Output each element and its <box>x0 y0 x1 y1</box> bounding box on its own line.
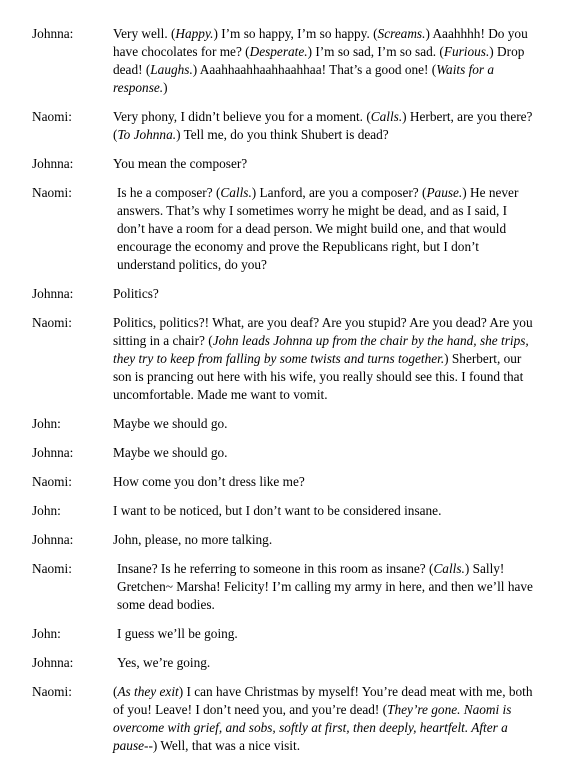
dialogue-text: ) I’m so sad, I’m so sad. ( <box>307 44 444 59</box>
dialogue-text: Insane? Is he referring to someone in this room as insane? ( <box>117 561 434 576</box>
dialogue-text: ) Aaahhhh! Do you have chocolates for me? ( <box>113 26 528 59</box>
stage-direction: As they exit <box>117 684 179 699</box>
stage-direction: Furious. <box>443 44 490 59</box>
dialogue-text: Maybe we should go. <box>113 445 228 460</box>
speaker-name: Johnna: <box>32 156 74 171</box>
dialogue-entry <box>0 502 573 520</box>
dialogue-text: Yes, we’re going. <box>117 655 211 670</box>
dialogue-text: ( <box>113 684 118 699</box>
dialogue-line <box>113 108 533 144</box>
dialogue-text: ) Herbert, are you there? ( <box>113 109 533 142</box>
dialogue-text: ) <box>163 80 168 95</box>
stage-direction: Laughs. <box>150 62 193 77</box>
dialogue-text: John, please, no more talking. <box>113 532 273 547</box>
stage-direction: To Johnna. <box>117 127 177 142</box>
stage-direction: Screams. <box>377 26 426 41</box>
speaker-name: Naomi: <box>32 185 72 200</box>
dialogue-entry <box>0 415 573 433</box>
stage-direction: Waits for a response. <box>113 62 495 95</box>
dialogue-entry <box>0 285 573 303</box>
dialogue-entry <box>0 444 573 462</box>
speaker-name: Naomi: <box>32 561 72 576</box>
dialogue-text: ) I can have Christmas by myself! You’re dead meat with me, both of you! Leave! I don’t need you, and you’re dead! ( <box>113 684 533 717</box>
dialogue-entry <box>0 184 573 274</box>
speaker-name: Naomi: <box>32 315 72 330</box>
dialogue-entry <box>0 531 573 549</box>
speaker-name: Naomi: <box>32 109 72 124</box>
dialogue-entry <box>0 25 573 97</box>
stage-direction: Pause. <box>426 185 463 200</box>
dialogue-text: You mean the composer? <box>113 156 248 171</box>
speaker-name: Naomi: <box>32 684 72 699</box>
dialogue-line <box>113 531 533 549</box>
dialogue-text: Very well. ( <box>113 26 176 41</box>
dialogue-text: ) Sherbert, our son is prancing out here with his wife, you really should see this. I found that uncomfortable. Made me want to vomit. <box>113 351 524 402</box>
speaker-name: Naomi: <box>32 474 72 489</box>
dialogue-entry <box>0 473 573 491</box>
speaker-name: Johnna: <box>32 26 74 41</box>
dialogue-text: Politics, politics?! What, are you deaf? Are you stupid? Are you dead? Are you sitting in a chair? ( <box>113 315 533 348</box>
speaker-name: Johnna: <box>32 655 74 670</box>
dialogue-line <box>113 625 537 643</box>
dialogue-entry <box>0 654 573 672</box>
script-page <box>0 25 573 766</box>
dialogue-entry <box>0 625 573 643</box>
stage-direction: Calls. <box>433 561 465 576</box>
dialogue-entry <box>0 314 573 404</box>
dialogue-text: ) Aaahhaahhaahhaahhaa! That’s a good one! ( <box>192 62 437 77</box>
dialogue-line <box>113 683 533 755</box>
dialogue-entry <box>0 155 573 173</box>
dialogue-line <box>113 155 533 173</box>
dialogue-line <box>113 560 537 614</box>
dialogue-line <box>113 25 533 97</box>
dialogue-line <box>113 285 533 303</box>
dialogue-entry <box>0 560 573 614</box>
dialogue-line <box>113 502 533 520</box>
speaker-name: John: <box>32 416 61 431</box>
dialogue-entry <box>0 108 573 144</box>
dialogue-text: ) Lanford, are you a composer? ( <box>251 185 427 200</box>
dialogue-text: ) Sally! Gretchen~ Marsha! Felicity! I’m calling my army in here, and then we’ll have some dead bodies. <box>117 561 533 612</box>
dialogue-text: Very phony, I didn’t believe you for a moment. ( <box>113 109 371 124</box>
dialogue-line <box>113 314 533 404</box>
dialogue-line <box>113 415 533 433</box>
stage-direction: Calls. <box>370 109 403 124</box>
speaker-name: Johnna: <box>32 286 74 301</box>
speaker-name: Johnna: <box>32 445 74 460</box>
stage-direction: John leads Johnna up from the chair by the hand, she trips, they try to keep from falling by some twists and turns together. <box>113 333 529 366</box>
dialogue-text: Maybe we should go. <box>113 416 228 431</box>
dialogue-entry <box>0 683 573 755</box>
stage-direction: Desperate. <box>249 44 308 59</box>
dialogue-line <box>113 444 533 462</box>
dialogue-line <box>113 654 537 672</box>
dialogue-text: Is he a composer? ( <box>117 185 221 200</box>
dialogue-text: ) Drop dead! ( <box>113 44 525 77</box>
dialogue-text: I want to be noticed, but I don’t want to be considered insane. <box>113 503 442 518</box>
speaker-name: Johnna: <box>32 532 74 547</box>
dialogue-text: ) Well, that was a nice visit. <box>152 738 301 753</box>
stage-direction: Calls. <box>220 185 252 200</box>
dialogue-text: How come you don’t dress like me? <box>113 474 305 489</box>
dialogue-text: ) He never answers. That’s why I sometimes worry he might be dead, and as I said, I don’t have a room for a dead person. We might build one, and that would encourage the economy and prove the Republicans right, but I don’t understand politics, do you? <box>117 185 519 272</box>
speaker-name: John: <box>32 503 61 518</box>
dialogue-text: ) Tell me, do you think Shubert is dead? <box>176 127 389 142</box>
stage-direction: Happy. <box>175 26 214 41</box>
dialogue-line <box>113 184 537 274</box>
dialogue-text: Politics? <box>113 286 159 301</box>
dialogue-text: ) I’m so happy, I’m so happy. ( <box>213 26 378 41</box>
dialogue-text: I guess we’ll be going. <box>117 626 238 641</box>
stage-direction: They’re gone. Naomi is overcome with grief, and sobs, softly at first, then deeply, heartfelt. After a pause-- <box>113 702 512 753</box>
speaker-name: John: <box>32 626 61 641</box>
dialogue-line <box>113 473 533 491</box>
